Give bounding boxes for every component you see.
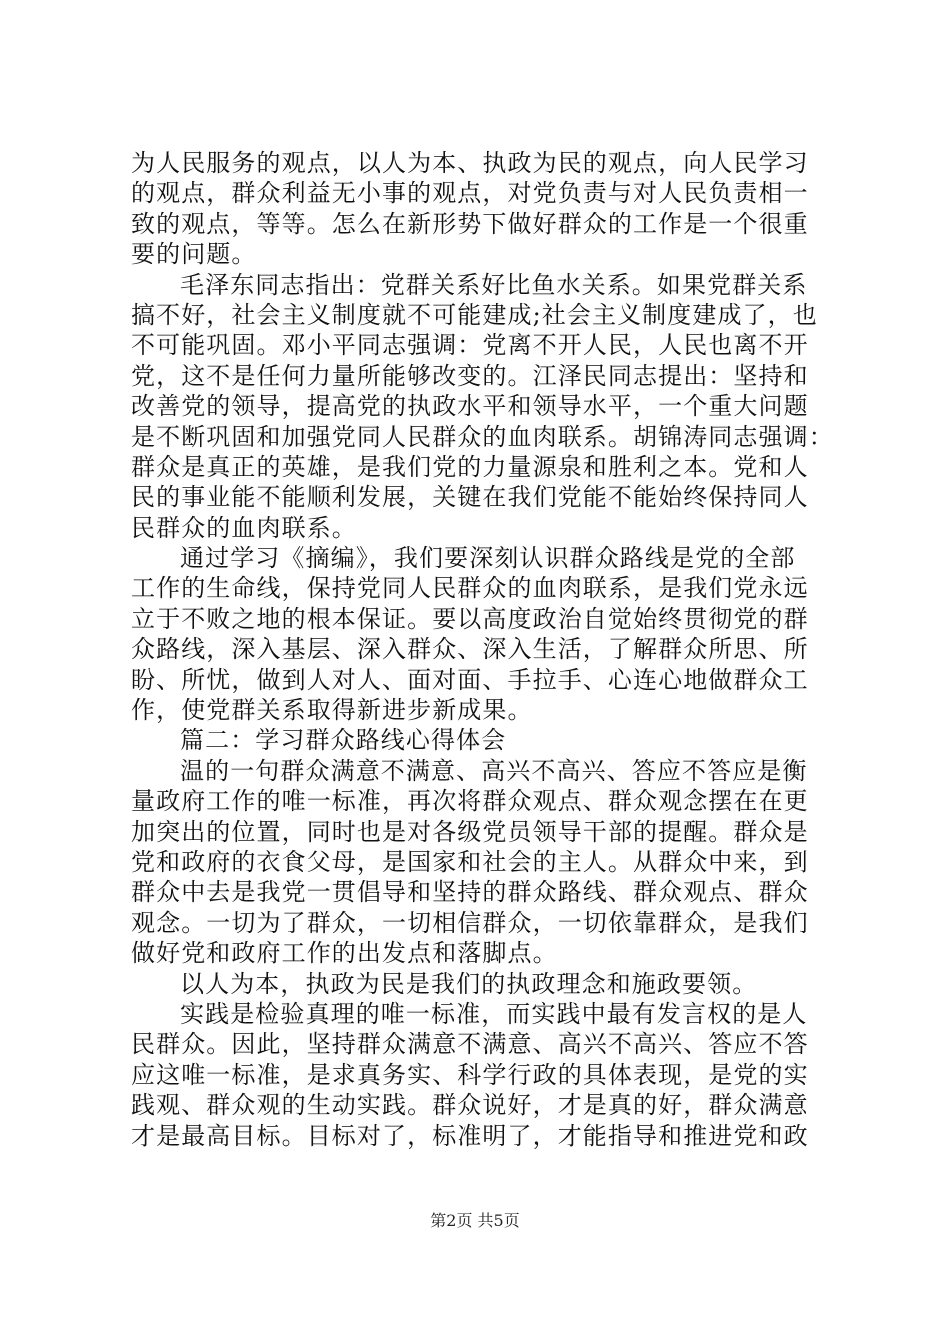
text-line: 实践是检验真理的唯一标准，而实践中最有发言权的是人: [180, 999, 808, 1028]
text-line: 做好党和政府工作的出发点和落脚点。: [131, 939, 558, 968]
text-line: 观念。一切为了群众，一切相信群众，一切依靠群众，是我们: [131, 908, 809, 937]
text-line: 篇二：学习群众路线心得体会: [180, 726, 507, 755]
page-footer: 第2页 共5页: [430, 1211, 520, 1230]
text-line: 应这唯一标准，是求真务实、科学行政的具体表现，是党的实: [131, 1060, 809, 1089]
text-line: 量政府工作的唯一标准，再次将群众观点、群众观念摆在在更: [131, 787, 809, 816]
text-line: 民的事业能不能顺利发展，关键在我们党能不能始终保持同人: [131, 483, 809, 512]
text-line: 的观点，群众利益无小事的观点，对党负责与对人民负责相一: [131, 179, 809, 208]
text-line: 民群众的血肉联系。: [131, 513, 357, 542]
text-line: 党和政府的衣食父母，是国家和社会的主人。从群众中来，到: [131, 847, 809, 876]
text-line: 为人民服务的观点，以人为本、执政为民的观点，向人民学习: [131, 149, 809, 177]
text-line: 要的问题。: [131, 240, 257, 269]
text-line: 工作的生命线，保持党同人民群众的血肉联系，是我们党永远: [131, 574, 809, 603]
text-line: 不可能巩固。邓小平同志强调：党离不开人民，人民也离不开: [131, 331, 809, 360]
text-line: 盼、所忧，做到人对人、面对面、手拉手、心连心地做群众工: [131, 665, 809, 694]
text-line: 立于不败之地的根本保证。要以高度政治自觉始终贯彻党的群: [131, 604, 809, 633]
text-line: 才是最高目标。目标对了，标准明了，才能指导和推进党和政: [131, 1121, 809, 1150]
text-line: 作，使党群关系取得新进步新成果。: [131, 696, 533, 725]
text-line: 群众是真正的英雄，是我们党的力量源泉和胜利之本。党和人: [131, 452, 809, 481]
text-line: 以人为本，执政为民是我们的执政理念和施政要领。: [180, 969, 758, 998]
text-line: 毛泽东同志指出：党群关系好比鱼水关系。如果党群关系: [180, 270, 808, 299]
text-line: 群众中去是我党一贯倡导和坚持的群众路线、群众观点、群众: [131, 878, 809, 907]
text-line: 温的一句群众满意不满意、高兴不高兴、答应不答应是衡: [180, 756, 808, 785]
text-line: 是不断巩固和加强党同人民群众的血肉联系。胡锦涛同志强调：: [131, 422, 834, 451]
text-line: 党，这不是任何力量所能够改变的。江泽民同志提出：坚持和: [131, 361, 809, 390]
text-line: 通过学习《摘编》，我们要深刻认识群众路线是党的全部: [180, 544, 796, 573]
text-line: 民群众。因此，坚持群众满意不满意、高兴不高兴、答应不答: [131, 1030, 809, 1059]
text-line: 改善党的领导，提高党的执政水平和领导水平，一个重大问题: [131, 392, 809, 421]
document-body: [131, 148, 834, 1151]
text-line: 践观、群众观的生动实践。群众说好，才是真的好，群众满意: [131, 1091, 809, 1120]
text-line: 加突出的位置，同时也是对各级党员领导干部的提醒。群众是: [131, 817, 809, 846]
text-line: 致的观点，等等。怎么在新形势下做好群众的工作是一个很重: [131, 209, 809, 238]
text-line: 众路线，深入基层、深入群众、深入生活，了解群众所思、所: [131, 635, 809, 664]
text-line: 搞不好，社会主义制度就不可能建成;社会主义制度建成了，也: [131, 300, 818, 329]
